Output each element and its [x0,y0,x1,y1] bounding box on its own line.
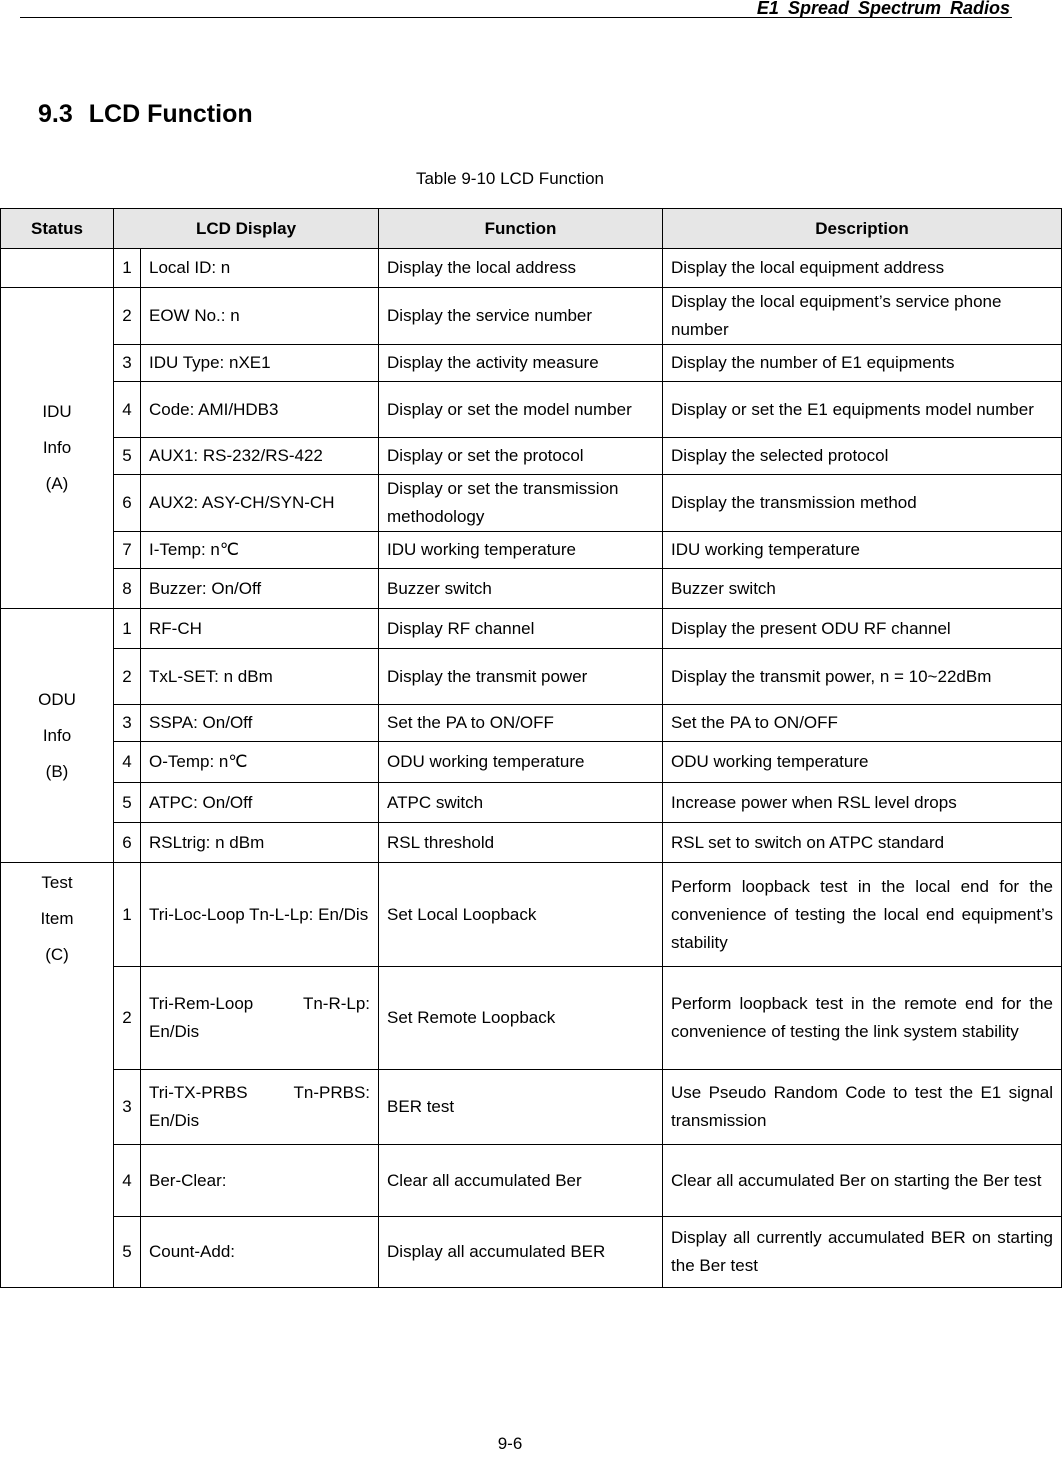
table-caption: Table 9-10 LCD Function [415,169,605,188]
lcd-display-cell: Ber-Clear: [141,1145,379,1217]
status-cell [1,249,114,288]
item-number-cell: 7 [114,532,141,569]
description-cell: ODU working temperature [663,742,1062,783]
item-number-cell: 6 [114,823,141,863]
item-number-cell: 6 [114,475,141,532]
description-cell: IDU working temperature [663,532,1062,569]
lcd-display-cell: Tri-Rem-Loop Tn-R-Lp: En/Dis [141,967,379,1070]
description-cell: Set the PA to ON/OFF [663,705,1062,742]
table-row [1,475,1062,532]
table-row [1,783,1062,823]
description-cell: RSL set to switch on ATPC standard [663,823,1062,863]
item-number-cell: 4 [114,742,141,783]
status-line: (A) [45,474,69,493]
lcd-display-cell: AUX1: RS-232/RS-422 [141,438,379,475]
table-row [1,249,1062,288]
function-cell: Set the PA to ON/OFF [379,705,663,742]
status-line: Info [42,725,72,745]
column-header-function: Function [379,209,663,249]
lcd-display-cell: I-Temp: n℃ [141,532,379,569]
function-cell: Display the local address [379,249,663,288]
status-line: ODU [38,689,76,709]
section-heading [38,100,253,129]
section-title: LCD Function [88,100,253,128]
item-number-cell: 2 [114,967,141,1070]
status-cell [1,863,114,1288]
table-row [1,609,1062,649]
lcd-display-cell: RSLtrig: n dBm [141,823,379,863]
item-number-cell: 3 [114,1070,141,1145]
function-cell: Set Local Loopback [379,863,663,967]
header-rule [20,17,1012,18]
function-cell: IDU working temperature [379,532,663,569]
function-cell: Display the transmit power [379,649,663,705]
item-number-cell: 2 [114,649,141,705]
function-cell: Clear all accumulated Ber [379,1145,663,1217]
table-header-row [1,209,1062,249]
column-header-description: Description [663,209,1062,249]
table-row [1,438,1062,475]
item-number-cell: 5 [114,438,141,475]
description-cell: Perform loopback test in the remote end for the convenience of testing the link system stability [663,967,1062,1070]
item-number-cell: 3 [114,705,141,742]
page-number: 9-6 [497,1434,523,1453]
lcd-function-table [0,208,1062,1288]
function-cell: Display the activity measure [379,345,663,382]
description-cell: Increase power when RSL level drops [663,783,1062,823]
item-number-cell: 4 [114,382,141,438]
description-cell: Display the transmit power, n = 10~22dBm [663,649,1062,705]
function-cell: Display or set the transmission methodology [379,475,663,532]
description-cell: Display the number of E1 equipments [663,345,1062,382]
item-number-cell: 1 [114,863,141,967]
status-cell [1,288,114,609]
lcd-display-cell: SSPA: On/Off [141,705,379,742]
function-cell: BER test [379,1070,663,1145]
status-line: Test [41,873,73,892]
lcd-display-cell: RF-CH [141,609,379,649]
item-number-cell: 3 [114,345,141,382]
item-number-cell: 5 [114,1217,141,1288]
table-row [1,288,1062,345]
function-cell: Display or set the model number [379,382,663,438]
table-body [1,249,1062,1288]
description-cell: Display the transmission method [663,475,1062,532]
item-number-cell: 4 [114,1145,141,1217]
lcd-display-cell: Count-Add: [141,1217,379,1288]
function-cell: ATPC switch [379,783,663,823]
table-row [1,1145,1062,1217]
status-line: (C) [45,945,69,964]
table-row [1,823,1062,863]
description-cell: Display or set the E1 equipments model number [663,382,1062,438]
table-row [1,649,1062,705]
status-line: Info [42,438,72,457]
description-cell: Clear all accumulated Ber on starting the Ber test [663,1145,1062,1217]
description-cell: Display all currently accumulated BER on starting the Ber test [663,1217,1062,1288]
function-cell: Display all accumulated BER [379,1217,663,1288]
status-line: (B) [45,761,69,781]
table-row [1,1070,1062,1145]
table-row [1,345,1062,382]
table-row [1,569,1062,609]
table-row [1,967,1062,1070]
lcd-display-cell: O-Temp: n℃ [141,742,379,783]
function-cell: Display the service number [379,288,663,345]
table-row [1,382,1062,438]
description-cell: Use Pseudo Random Code to test the E1 signal transmission [663,1070,1062,1145]
lcd-display-cell: Buzzer: On/Off [141,569,379,609]
lcd-display-cell: AUX2: ASY-CH/SYN-CH [141,475,379,532]
lcd-display-cell: Code: AMI/HDB3 [141,382,379,438]
section-number: 9.3 [38,100,73,128]
table-row [1,705,1062,742]
description-cell: Buzzer switch [663,569,1062,609]
column-header-status: Status [1,209,114,249]
lcd-display-cell: ATPC: On/Off [141,783,379,823]
function-cell: RSL threshold [379,823,663,863]
function-cell: ODU working temperature [379,742,663,783]
item-number-cell: 5 [114,783,141,823]
function-cell: Display or set the protocol [379,438,663,475]
lcd-display-cell: EOW No.: n [141,288,379,345]
item-number-cell: 2 [114,288,141,345]
function-cell: Display RF channel [379,609,663,649]
item-number-cell: 1 [114,609,141,649]
table-row [1,532,1062,569]
item-number-cell: 1 [114,249,141,288]
running-header-title: E1 Spread Spectrum Radios [756,0,1010,18]
table-row [1,1217,1062,1288]
lcd-display-cell: Tri-TX-PRBS Tn-PRBS: En/Dis [141,1070,379,1145]
status-line: Item [40,909,74,928]
lcd-display-cell: Local ID: n [141,249,379,288]
status-line: IDU [42,402,72,421]
description-cell: Display the selected protocol [663,438,1062,475]
description-cell: Display the local equipment address [663,249,1062,288]
lcd-display-cell: IDU Type: nXE1 [141,345,379,382]
description-cell: Perform loopback test in the local end for the convenience of testing the local end equipment’s stability [663,863,1062,967]
description-cell: Display the present ODU RF channel [663,609,1062,649]
table-row [1,863,1062,967]
table-row [1,742,1062,783]
lcd-display-cell: Tri-Loc-Loop Tn-L-Lp: En/Dis [141,863,379,967]
description-cell: Display the local equipment’s service phone number [663,288,1062,345]
function-cell: Buzzer switch [379,569,663,609]
function-cell: Set Remote Loopback [379,967,663,1070]
lcd-display-cell: TxL-SET: n dBm [141,649,379,705]
column-header-lcd-display: LCD Display [114,209,379,249]
item-number-cell: 8 [114,569,141,609]
status-cell [1,609,114,863]
